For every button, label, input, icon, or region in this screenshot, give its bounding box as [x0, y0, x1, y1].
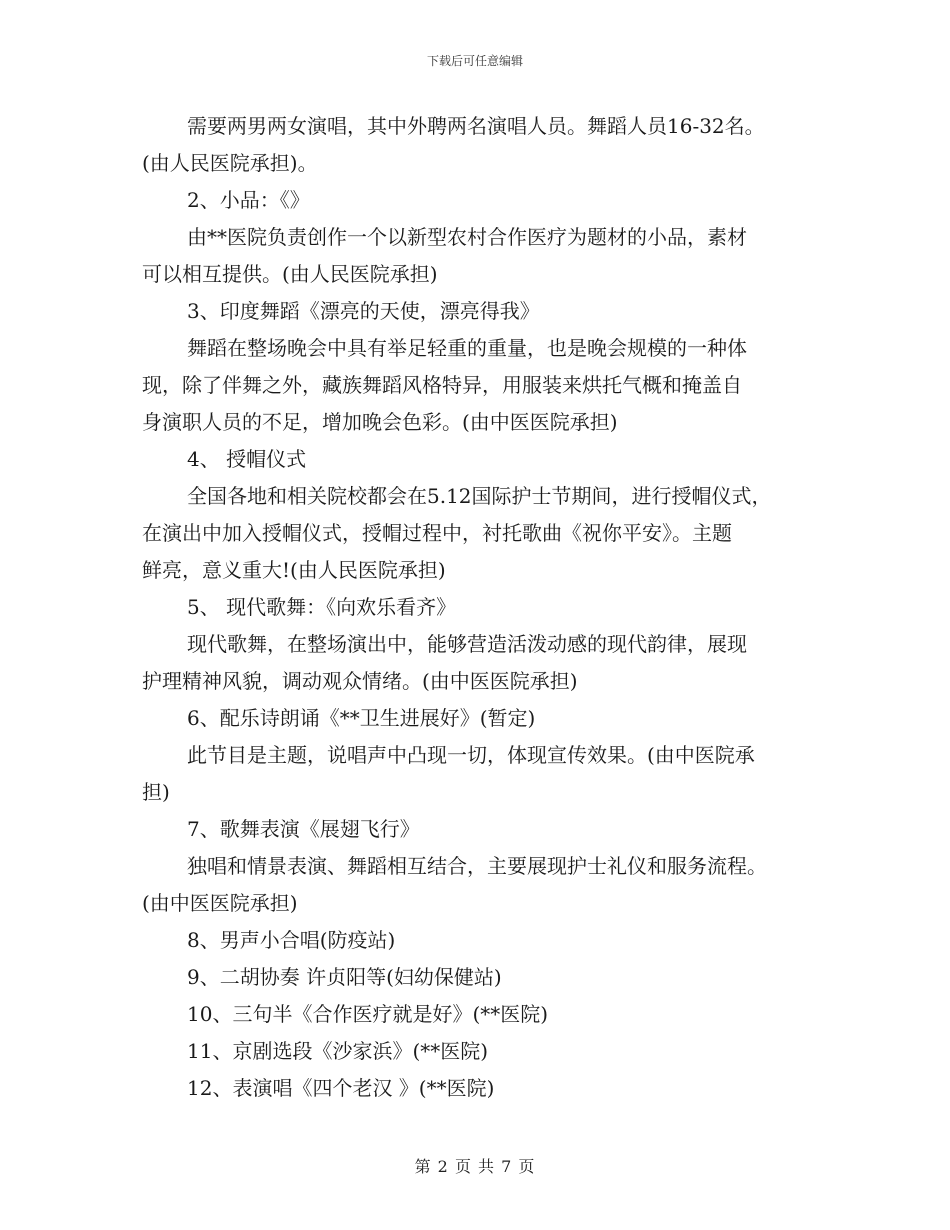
- program-item-heading: 4、 授帽仪式: [187, 447, 307, 471]
- paragraph-line: 舞蹈在整场晚会中具有举足轻重的重量，也是晚会规模的一种体: [187, 336, 747, 360]
- program-item-heading: 7、歌舞表演《展翅飞行》: [187, 817, 420, 841]
- paragraph-line: 现代歌舞，在整场演出中，能够营造活泼动感的现代韵律，展现: [187, 632, 747, 656]
- program-item-heading: 9、二胡协奏 许贞阳等(妇幼保健站): [187, 965, 502, 989]
- program-item-heading: 2、小品：《》: [187, 188, 310, 212]
- paragraph-line: (由人民医院承担)。: [142, 151, 318, 175]
- paragraph-line: (由中医医院承担): [142, 891, 298, 915]
- paragraph-line: 独唱和情景表演、舞蹈相互结合，主要展现护士礼仪和服务流程。: [187, 854, 767, 878]
- paragraph-line: 现，除了伴舞之外，藏族舞蹈风格特异，用服装来烘托气概和掩盖自: [142, 373, 742, 397]
- program-item-heading: 6、配乐诗朗诵《**卫生进展好》(暂定): [187, 706, 536, 730]
- paragraph-line: 可以相互提供。(由人民医院承担): [142, 262, 438, 286]
- paragraph-line: 身演职人员的不足，增加晚会色彩。(由中医医院承担): [142, 410, 618, 434]
- program-item-heading: 5、 现代歌舞：《向欢乐看齐》: [187, 595, 457, 619]
- paragraph-line: 需要两男两女演唱，其中外聘两名演唱人员。舞蹈人员16-32名。: [187, 114, 765, 138]
- program-item-heading: 12、表演唱《四个老汉 》(**医院): [187, 1076, 495, 1100]
- paragraph-line: 在演出中加入授帽仪式，授帽过程中，衬托歌曲《祝你平安》。主题: [142, 521, 732, 545]
- page-header-note: 下载后可任意编辑: [426, 54, 523, 68]
- paragraph-line: 此节目是主题，说唱声中凸现一切，体现宣传效果。(由中医院承: [187, 743, 755, 767]
- page-number-footer: 第 2 页 共 7 页: [414, 1157, 536, 1176]
- paragraph-line: 由**医院负责创作一个以新型农村合作医疗为题材的小品，素材: [187, 225, 747, 249]
- document-body: [142, 108, 822, 1107]
- paragraph-line: 鲜亮，意义重大!(由人民医院承担): [142, 558, 446, 582]
- program-item-heading: 10、三句半《合作医疗就是好》(**医院): [187, 1002, 549, 1026]
- program-item-heading: 8、男声小合唱(防疫站): [187, 928, 396, 952]
- paragraph-line: 全国各地和相关院校都会在5.12国际护士节期间，进行授帽仪式，: [187, 484, 772, 508]
- program-item-heading: 11、京剧选段《沙家浜》(**医院): [187, 1039, 489, 1063]
- program-item-heading: 3、印度舞蹈《漂亮的天使，漂亮得我》: [187, 299, 540, 323]
- paragraph-line: 担): [142, 780, 170, 804]
- paragraph-line: 护理精神风貌，调动观众情绪。(由中医医院承担): [142, 669, 578, 693]
